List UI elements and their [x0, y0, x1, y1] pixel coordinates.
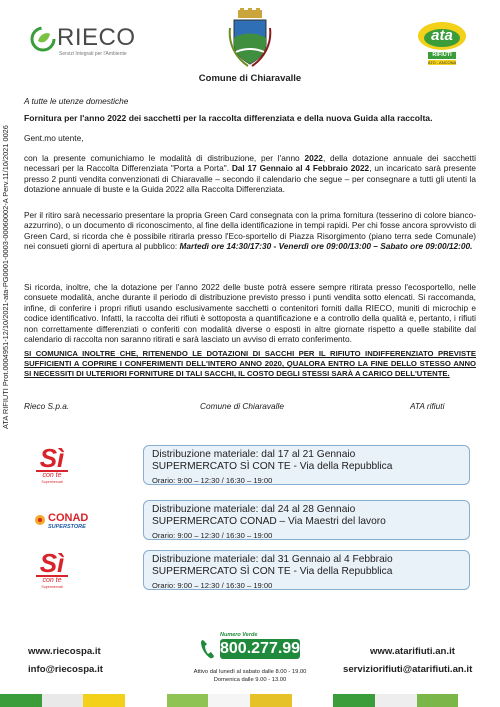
signature-rieco: Rieco S.p.a.: [24, 401, 70, 411]
ata-logo: [416, 18, 468, 68]
notice-uppercase: SI COMUNICA INOLTRE CHE, RITENENDO LE DOTAZIONI DI SACCHI PER IL RIFIUTO INDIFFERENZIATO PREVISTE SUFFICIENTI A COPRIRE I CONFERIMENTI DELL'INTERO ANNO 2020, QUALORA ENTRO LA FINE DELLO STESSO ANNO SI NECESSITI DI ULTERIORI FORNITURE DI TALI SACCHI, IL COSTO DEGLI STESSI SARÀ A CARICO DELL'UTENTE.: [24, 349, 476, 378]
ata-tag: ATO - ANCONA: [427, 60, 457, 65]
rieco-wordmark: RIECO: [57, 24, 136, 51]
rieco-logo: [30, 24, 140, 60]
rieco-email-link[interactable]: info@riecospa.it: [28, 664, 103, 675]
distribution-box-2: [143, 500, 470, 540]
paragraph-green-card: Per il ritiro sarà necessario presentare la propria Green Card consegnata con la prima fornitura (tesserino di colore bianco-azzurrino), o un documento di riconoscimento, al fine della identificazione in tempi rapidi. Per chi fosse ancora sprovvisto di Green Card, si ricorda che è possibile ritirarla presso l'Eco-sportello di Piazza Risorgimento (piano terra sede Comunale) nei consueti giorni di apertura al pubblico: Martedì ore 14:30/17:30 - Venerdì ore 09:00/13:00 – Sabato ore 09:00/12:00.: [24, 210, 476, 252]
rieco-tagline: Servizi Integrati per l'Ambiente: [59, 51, 127, 57]
distribution-store: SUPERMERCATO CONAD – Via Maestri del lavoro: [152, 516, 386, 527]
letter-subject: Fornitura per l'anno 2022 dei sacchetti per la raccolta differenziata e della nuova Guida alla raccolta.: [24, 113, 433, 123]
phone-number[interactable]: 800.277.999: [220, 640, 309, 657]
phone-hours: Attivo dal lunedì al sabato dalle 8.00 - 19.00 Domenica dalle 9.00 - 13.00: [193, 669, 307, 683]
rieco-website-link[interactable]: www.riecospa.it: [28, 646, 101, 657]
numero-verde-badge: Numero Verde 800.277.999: [200, 632, 300, 664]
comune-crest-icon: [228, 8, 272, 68]
comune-title: Comune di Chiaravalle: [198, 73, 302, 84]
ata-email-link[interactable]: serviziorifiuti@atarifiuti.an.it: [343, 664, 473, 675]
recipient-line: A tutte le utenze domestiche: [24, 96, 129, 106]
distribution-hours: Orario: 9:00 – 12:30 / 16:30 – 19:00: [152, 476, 273, 485]
ata-subtitle: RIFIUTI: [432, 52, 452, 58]
footer-color-stripe: [0, 694, 500, 707]
distribution-store: SUPERMERCATO SÌ CON TE - Via della Repubblica: [152, 566, 393, 577]
distribution-title: Distribuzione materiale: dal 24 al 28 Gennaio: [152, 504, 356, 515]
distribution-title: Distribuzione materiale: dal 31 Gennaio al 4 Febbraio: [152, 554, 393, 565]
conad-logo: CONAD SUPERSTORE: [34, 512, 114, 536]
distribution-store: SUPERMERCATO SÌ CON TE - Via della Repubblica: [152, 461, 393, 472]
protocol-stamp: ATA RIFIUTI Prot.0004951-12/10/2021-ata-PG0001-0003-00060002-A Perv.11/10/2021 0026: [1, 125, 10, 429]
conad-flower-icon: [34, 514, 46, 526]
si-con-te-logo: Sì con te Supermercati: [36, 445, 68, 487]
distribution-box-3: [143, 550, 470, 590]
paragraph-distribution: con la presente comunichiamo le modalità di distribuzione, per l'anno 2022, della dotazione annuale dei sacchetti necessari per la Raccolta Differenziata "Porta a Porta". Dal 17 Gennaio al 4 Febbraio 2022, un incaricato sarà presente presso 2 punti vendita convenzionati di Chiaravalle – secondo il calendario che segue – per consegnare a tutti gli utenti la dotazione annuale di buste e la Guida 2022 alla Raccolta Differenziata.: [24, 153, 476, 195]
distribution-hours: Orario: 9:00 – 12:30 / 16:30 – 19:00: [152, 581, 273, 590]
si-con-te-logo-2: Sì con te Supermercati: [36, 550, 68, 592]
distribution-hours: Orario: 9:00 – 12:30 / 16:30 – 19:00: [152, 531, 273, 540]
paragraph-rules: Si ricorda, inoltre, che la dotazione per l'anno 2022 delle buste potrà essere sempre ritirata presso l'ecosportello, nelle consuete modalità, anche durante il periodo di distribuzione previsto presso i punti vendita sotto elencati. Si raccomanda, infine, di conferire i propri rifiuti usando esclusivamente sacchetti o contenitori forniti dalla RIECO, muniti di microchip e codice identificativo. Infatti, la raccolta dei rifiuti è sottoposta a quantificazione e a controllo della qualità e, pertanto, i rifiuti non correttamente differenziati o conferiti con modalità diverse o esposti in altre giornate rispetto a quelle stabilite dal calendario di raccolta non saranno ritirati e sarà lasciato un avviso di errato conferimento.: [24, 282, 476, 345]
phone-icon: [200, 638, 216, 660]
ata-wordmark: ata: [431, 27, 453, 44]
ata-website-link[interactable]: www.atarifiuti.an.it: [370, 646, 455, 657]
letter-greeting: Gent.mo utente,: [24, 133, 84, 143]
distribution-box-1: [143, 445, 470, 485]
rieco-leaf-icon: [30, 26, 56, 52]
signature-comune: Comune di Chiaravalle: [200, 401, 284, 411]
distribution-title: Distribuzione materiale: dal 17 al 21 Gennaio: [152, 449, 356, 460]
signature-ata: ATA rifiuti: [410, 401, 445, 411]
